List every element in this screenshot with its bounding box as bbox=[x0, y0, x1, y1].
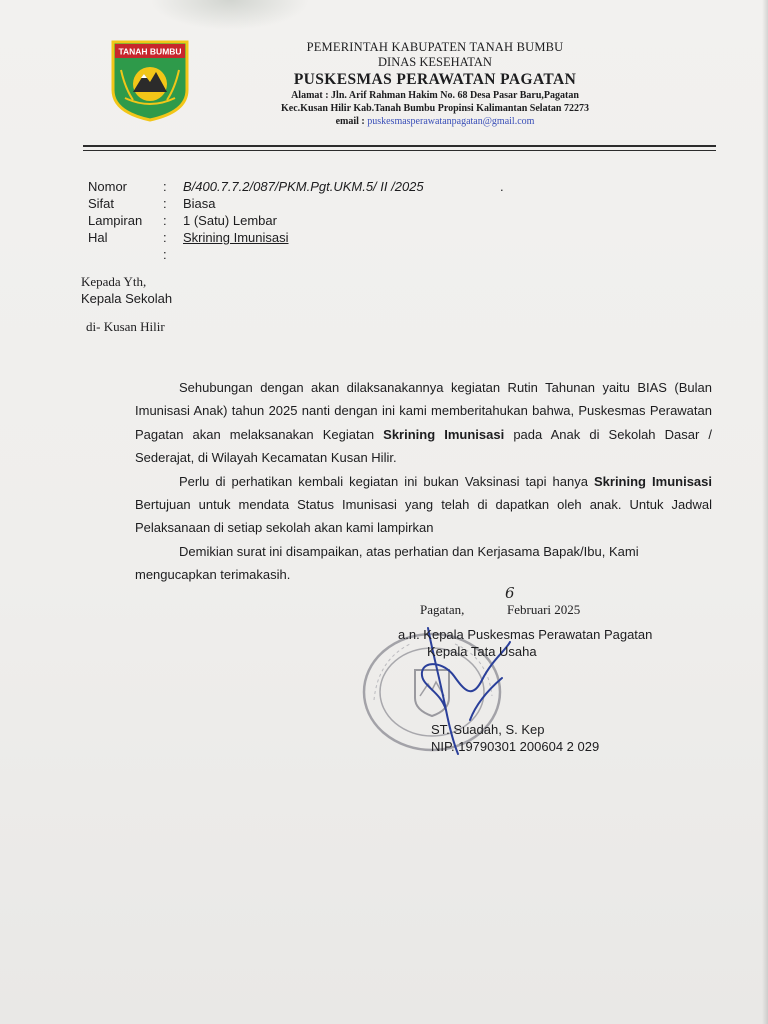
handwritten-day: 6 bbox=[505, 584, 515, 602]
letterhead-region: Kec.Kusan Hilir Kab.Tanah Bumbu Propinsi Kalimantan Selatan 72273 bbox=[281, 103, 589, 114]
sifat-label: Sifat bbox=[88, 196, 115, 211]
letterhead bbox=[220, 40, 650, 128]
letterhead-institution: PUSKESMAS PERAWATAN PAGATAN bbox=[293, 71, 577, 88]
hal-label: Hal bbox=[88, 230, 108, 245]
svg-text:TANAH BUMBU: TANAH BUMBU bbox=[118, 46, 182, 57]
letter-body bbox=[135, 376, 712, 587]
letterhead-rule-thick bbox=[83, 145, 716, 147]
signature-month-year: Februari 2025 bbox=[507, 602, 581, 617]
p1-text-a: Sehubungan dengan akan dilaksanakannya kegiatan Rutin Tahunan yaitu BIAS (Bulan Imunisasi Anak) tahun 2025 nanti dengan ini kami memberitahukan bahwa, Puskesmas Perawatan Pagatan akan melaksanakan Kegiatan bbox=[135, 380, 712, 442]
paper-edge-shadow bbox=[762, 0, 768, 1024]
signature-role-2: Kepala Tata Usaha bbox=[427, 644, 537, 659]
signature-place: Pagatan, bbox=[420, 602, 465, 617]
sifat-value: Biasa bbox=[183, 196, 216, 211]
paper-smudge bbox=[150, 0, 310, 30]
recipient-salutation: Kepada Yth, bbox=[81, 274, 147, 289]
signatory-name: ST. Suadah, S. Kep bbox=[431, 722, 545, 737]
p1-bold: Skrining Imunisasi bbox=[383, 426, 505, 442]
signature-role-1: a.n. Kepala Puskesmas Perawatan Pagatan bbox=[398, 627, 653, 642]
p2-text-b: Bertujuan untuk mendata Status Imunisasi yang telah di dapatkan oleh anak. Untuk Jadwal Pelaksanaan di setiap sekolah akan kami lampirkan bbox=[135, 497, 712, 536]
extra-colon: : bbox=[163, 247, 167, 262]
body-paragraph-3: Demikian surat ini disampaikan, atas perhatian dan Kerjasama Bapak/Ibu, Kami mengucapkan terimakasih. bbox=[135, 543, 639, 583]
letterhead-rule-thin bbox=[83, 150, 716, 151]
email-address: puskesmasperawatanpagatan@gmail.com bbox=[367, 116, 535, 127]
lampiran-label: Lampiran bbox=[88, 213, 143, 228]
p1-text-b: pada Anak di Sekolah Dasar / Sederajat, di Wilayah Kecamatan Kusan Hilir. bbox=[135, 426, 713, 466]
signature-identity bbox=[431, 721, 599, 755]
sifat-colon: : bbox=[163, 196, 167, 211]
nomor-trailing-dot: . bbox=[500, 179, 504, 194]
recipient-name: Kepala Sekolah bbox=[81, 291, 173, 306]
email-label: email : bbox=[335, 116, 365, 127]
hal-value: Skrining Imunisasi bbox=[183, 230, 289, 245]
nomor-colon: : bbox=[163, 179, 167, 194]
signature-date bbox=[420, 602, 581, 618]
letterhead-department: DINAS KESEHATAN bbox=[378, 55, 492, 69]
letterhead-address: Alamat : Jln. Arif Rahman Hakim No. 68 Desa Pasar Baru,Pagatan bbox=[291, 90, 579, 101]
lampiran-value: 1 (Satu) Lembar bbox=[183, 213, 277, 228]
signatory-nip: NIP. 19790301 200604 2 029 bbox=[431, 739, 600, 754]
recipient-location: di- Kusan Hilir bbox=[86, 319, 165, 334]
recipient-block bbox=[81, 273, 172, 307]
tanah-bumbu-logo bbox=[111, 40, 189, 122]
body-paragraph-1 bbox=[135, 376, 712, 470]
lampiran-colon: : bbox=[163, 213, 167, 228]
letterhead-government: PEMERINTAH KABUPATEN TANAH BUMBU bbox=[306, 40, 564, 54]
body-paragraph-2 bbox=[135, 470, 712, 540]
letterhead-email-line bbox=[220, 115, 650, 128]
hal-colon: : bbox=[163, 230, 167, 245]
nomor-value: B/400.7.7.2/087/PKM.Pgt.UKM.5/ II /2025 bbox=[183, 179, 424, 194]
p2-text-a: Perlu di perhatikan kembali kegiatan ini bukan Vaksinasi tapi hanya bbox=[179, 473, 594, 489]
signature-roles bbox=[398, 626, 652, 660]
nomor-label: Nomor bbox=[88, 179, 128, 194]
p2-bold: Skrining Imunisasi bbox=[593, 473, 712, 489]
